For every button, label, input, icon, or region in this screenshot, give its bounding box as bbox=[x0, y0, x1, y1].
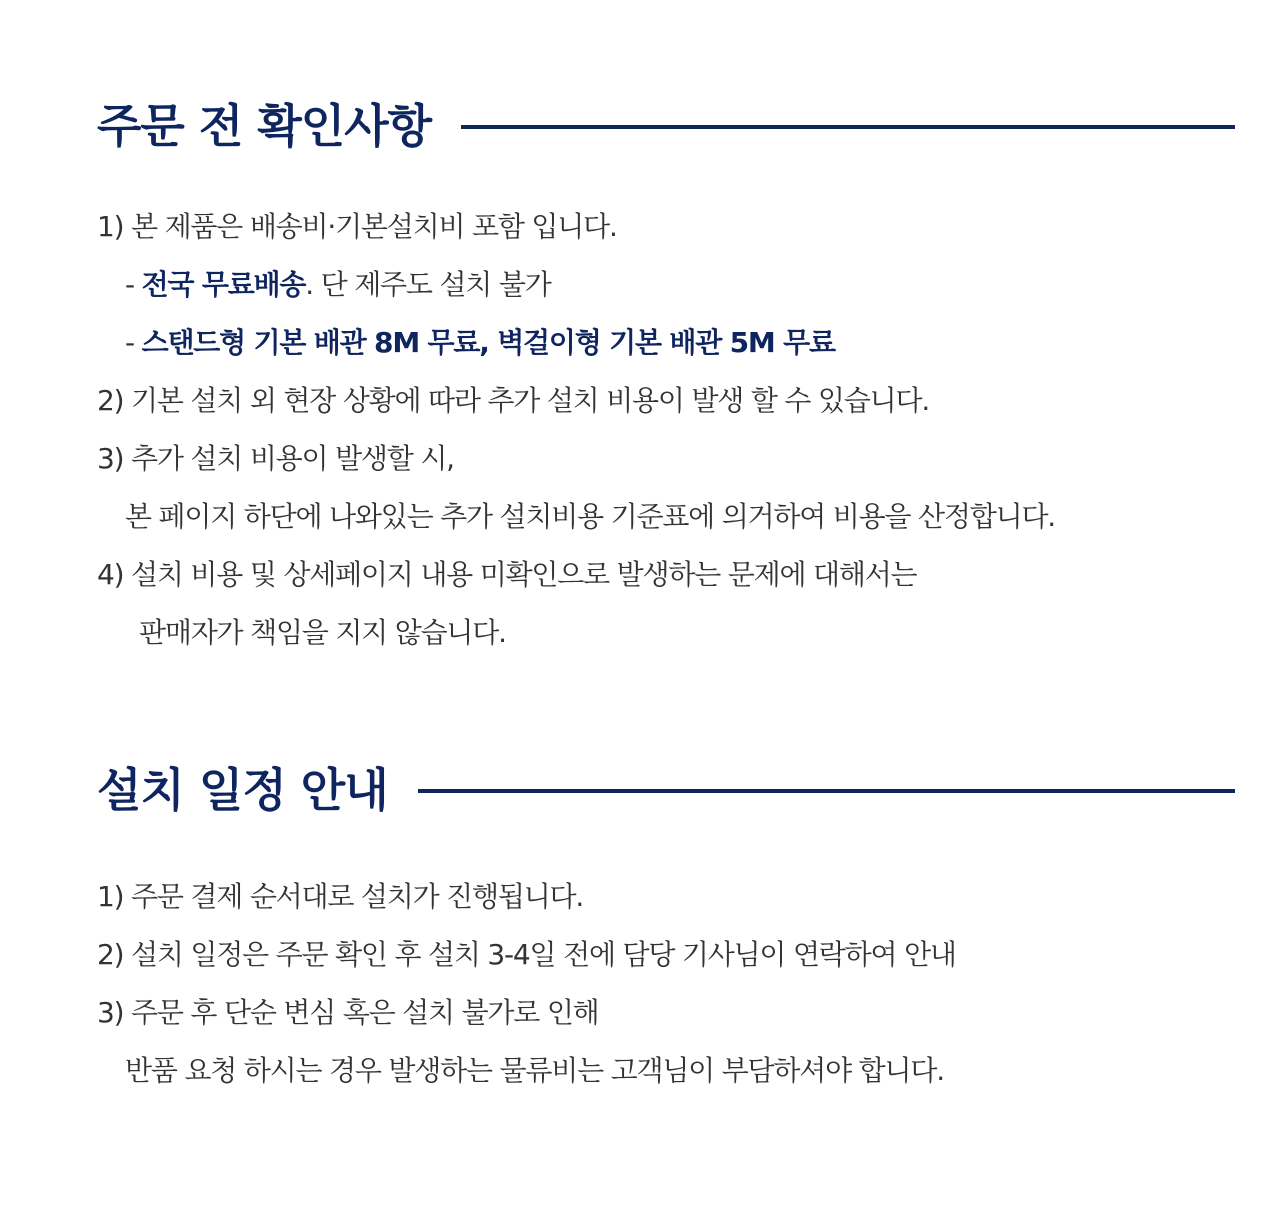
section-header bbox=[97, 752, 1235, 828]
highlight-free-shipping: 전국 무료배송 bbox=[141, 268, 306, 301]
notice-item-3: 3) 추가 설치 비용이 발생할 시, bbox=[97, 442, 454, 475]
notice-list bbox=[97, 198, 1235, 662]
shipping-note: . 단 제주도 설치 불가 bbox=[305, 268, 551, 301]
highlight-free-piping: 스탠드형 기본 배관 8M 무료, 벽걸이형 기본 배관 5M 무료 bbox=[141, 326, 835, 359]
notice-subitem-shipping bbox=[97, 256, 1235, 314]
section-title: 설치 일정 안내 bbox=[97, 763, 388, 817]
schedule-item-2: 2) 설치 일정은 주문 확인 후 설치 3-4일 전에 담당 기사님이 연락하여 안내 bbox=[97, 938, 956, 971]
notice-item-2: 2) 기본 설치 외 현장 상황에 따라 추가 설치 비용이 발생 할 수 있습니다. bbox=[97, 384, 930, 417]
section-header bbox=[97, 88, 1235, 164]
schedule-list bbox=[97, 868, 1235, 1100]
notice-item-3-continued: 본 페이지 하단에 나와있는 추가 설치비용 기준표에 의거하여 비용을 산정합니다. bbox=[125, 500, 1055, 533]
schedule-item-3: 3) 주문 후 단순 변심 혹은 설치 불가로 인해 bbox=[97, 996, 599, 1029]
notice-item-1: 1) 본 제품은 배송비·기본설치비 포함 입니다. bbox=[97, 210, 617, 243]
dash-prefix: - bbox=[125, 268, 142, 301]
title-divider-line bbox=[418, 789, 1235, 793]
schedule-item-3-continued: 반품 요청 하시는 경우 발생하는 물류비는 고객님이 부담하셔야 합니다. bbox=[125, 1054, 944, 1087]
pre-order-notice-section bbox=[97, 88, 1235, 662]
installation-schedule-section bbox=[97, 752, 1235, 1100]
notice-item-4-continued: 판매자가 책임을 지지 않습니다. bbox=[139, 616, 506, 649]
schedule-item-1: 1) 주문 결제 순서대로 설치가 진행됩니다. bbox=[97, 880, 584, 913]
title-divider-line bbox=[461, 125, 1235, 129]
section-title: 주문 전 확인사항 bbox=[97, 99, 432, 153]
dash-prefix: - bbox=[125, 326, 142, 359]
notice-subitem-piping bbox=[97, 314, 1235, 372]
notice-item-4: 4) 설치 비용 및 상세페이지 내용 미확인으로 발생하는 문제에 대해서는 bbox=[97, 558, 917, 591]
